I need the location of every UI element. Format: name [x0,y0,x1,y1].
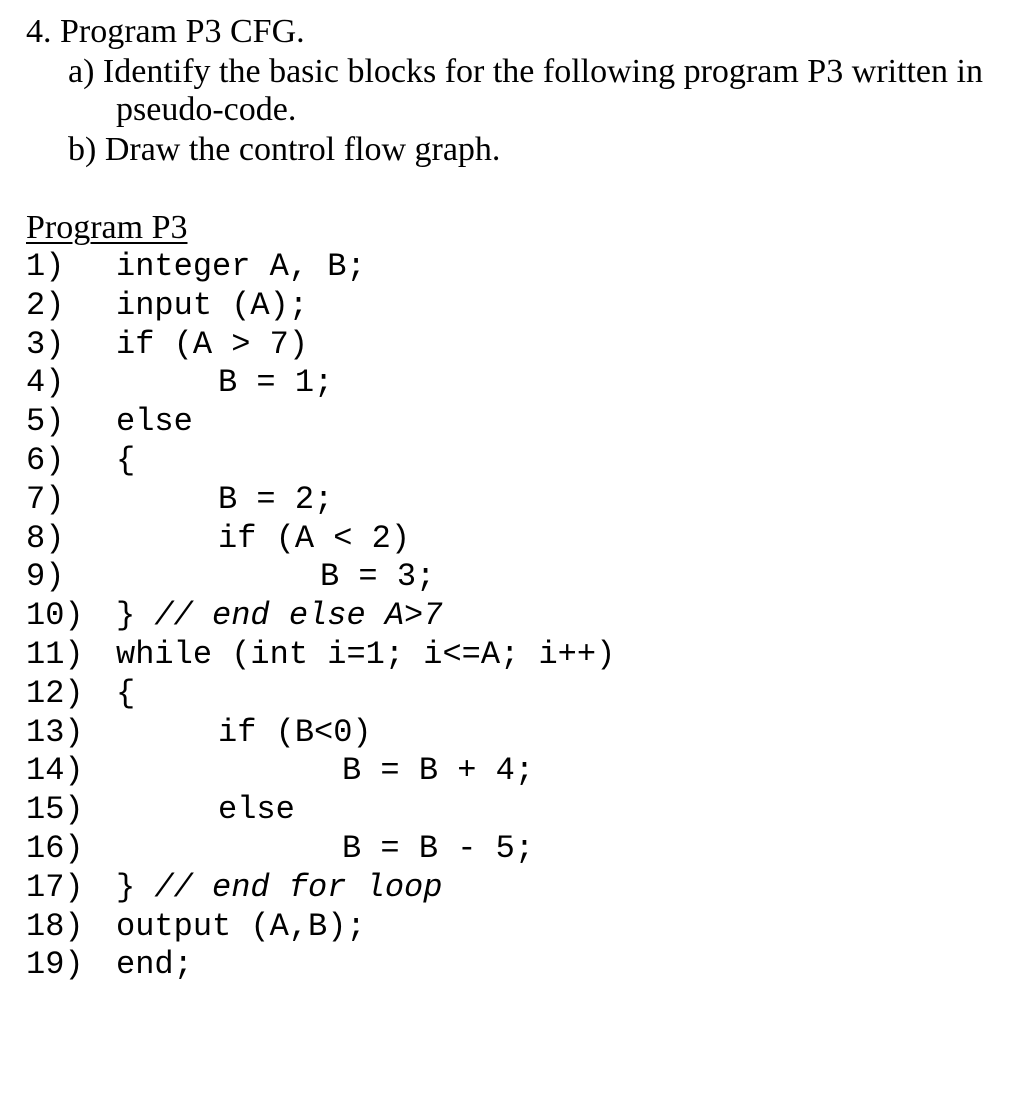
code-text: output (A,B); [116,907,366,945]
line-number: 12) [26,674,84,712]
question-title: 4. Program P3 CFG. [26,13,305,50]
code-line [26,248,366,287]
line-number: 7) [26,480,65,518]
question-part-b [68,130,500,170]
line-number: 9) [26,558,65,596]
line-number: 8) [26,519,65,557]
code-text: B = B + 4; [342,752,535,790]
line-number: 2) [26,286,65,324]
code-line [26,946,193,985]
code-line [26,868,443,908]
code-line [26,829,535,869]
line-number: 10) [26,597,84,635]
line-number: 13) [26,713,84,751]
question-part-a [68,52,983,92]
code-text: B = B - 5; [342,829,535,867]
line-number: 6) [26,441,65,479]
line-number: 18) [26,907,84,945]
line-number: 11) [26,635,84,673]
code-line [26,791,295,830]
line-number: 16) [26,829,84,867]
line-number: 3) [26,325,65,363]
code-text: while (int i=1; i<=A; i++) [116,635,616,673]
code-line [26,325,309,365]
code-text: B = 1; [218,364,334,402]
code-line [26,558,436,597]
code-line [26,441,136,481]
closing-brace: } [116,868,136,906]
code-line [26,907,366,947]
code-text: { [116,441,136,479]
code-line [26,674,136,714]
code-line [26,286,309,326]
code-text: else [218,791,295,829]
code-text: else [116,403,193,441]
code-text: integer A, B; [116,248,366,285]
line-number: 5) [26,403,65,441]
code-text [116,869,442,908]
line-number: 1) [26,248,65,285]
closing-brace: } [116,597,136,635]
code-text: if (B<0) [218,713,372,751]
code-text: end; [116,946,193,984]
code-line [26,597,443,636]
line-number: 19) [26,946,84,984]
code-comment: // end for loop [154,868,443,906]
code-comment: // end else A>7 [154,597,443,635]
code-listing [26,248,616,985]
part-a-text-continuation: pseudo-code. [116,91,297,128]
line-number: 14) [26,752,84,790]
code-text: { [116,674,136,712]
part-a-label: a) [68,53,95,90]
code-line [26,403,193,442]
code-line [26,713,372,753]
part-b-label: b) [68,131,97,168]
code-line [26,519,411,559]
code-text: if (A < 2) [218,519,411,557]
part-b-text: Draw the control flow graph. [104,131,501,168]
code-text: B = 2; [218,480,334,518]
program-title: Program P3 [26,209,188,246]
part-a-text: Identify the basic blocks for the following program P3 written in [102,53,983,90]
code-text: B = 3; [320,558,436,596]
code-text: input (A); [116,286,309,324]
code-line [26,635,616,675]
line-number: 15) [26,791,84,829]
code-line [26,752,535,791]
line-number: 4) [26,364,65,402]
code-text [116,597,442,636]
code-line [26,364,334,403]
code-text: if (A > 7) [116,325,309,363]
line-number: 17) [26,868,84,906]
code-line [26,480,334,520]
